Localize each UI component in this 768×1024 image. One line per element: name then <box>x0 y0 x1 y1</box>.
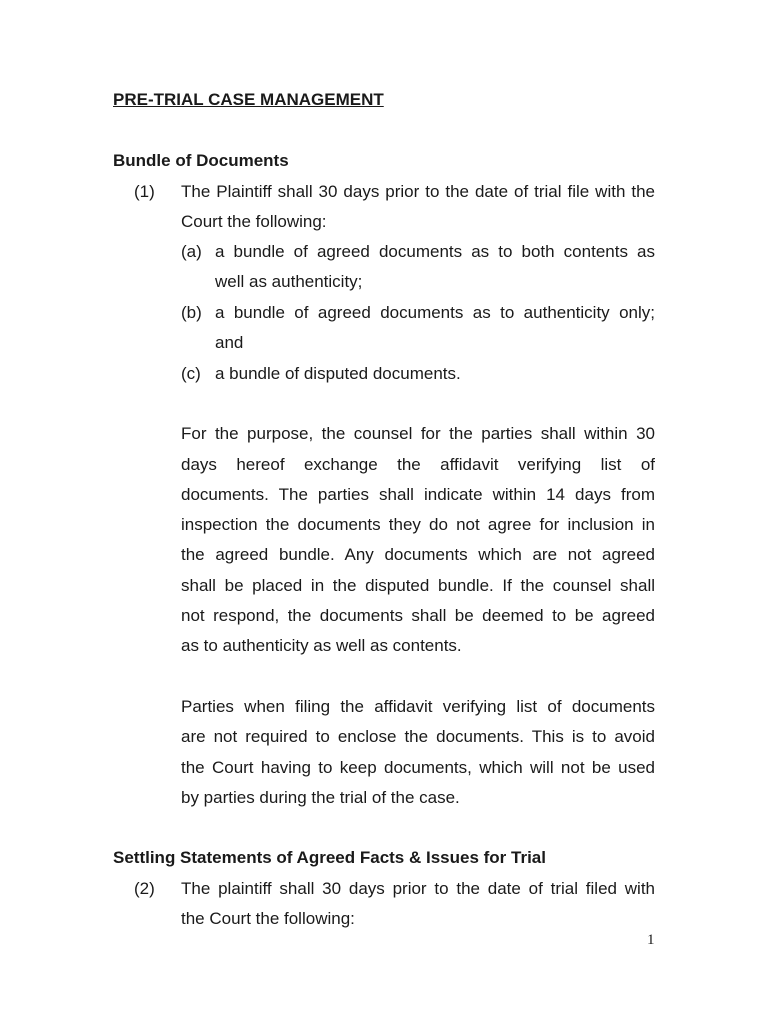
subitem-label-b: (b) <box>181 303 202 322</box>
item-1-line-1: The Plaintiff shall 30 days prior to the date of trial file with the <box>181 182 655 201</box>
paragraph-2-line: are not required to enclose the documents. This is to avoid <box>181 727 655 746</box>
subitem-b-line-1: a bundle of agreed documents as to authenticity only; <box>215 303 655 322</box>
paragraph-1-line: For the purpose, the counsel for the parties shall within 30 <box>181 424 655 443</box>
section-heading-settling-statements: Settling Statements of Agreed Facts & Issues for Trial <box>113 848 546 867</box>
subitem-a-line-2: well as authenticity; <box>215 272 363 291</box>
paragraph-1-line: days hereof exchange the affidavit verifying list of <box>181 455 655 474</box>
subitem-b-line-2: and <box>215 333 244 352</box>
item-number-1: (1) <box>134 182 155 201</box>
document-title: PRE-TRIAL CASE MANAGEMENT <box>113 90 384 109</box>
paragraph-1-line: the agreed bundle. Any documents which are not agreed <box>181 545 655 564</box>
paragraph-2-line: the Court having to keep documents, which will not be used <box>181 758 655 777</box>
page-number: 1 <box>647 932 655 948</box>
paragraph-2-line: Parties when filing the affidavit verifying list of documents <box>181 697 655 716</box>
subitem-c-line-1: a bundle of disputed documents. <box>215 364 461 383</box>
paragraph-1-line: as to authenticity as well as contents. <box>181 636 462 655</box>
paragraph-2-line: by parties during the trial of the case. <box>181 788 460 807</box>
subitem-label-c: (c) <box>181 364 201 383</box>
paragraph-1-line: documents. The parties shall indicate within 14 days from <box>181 485 655 504</box>
paragraph-1-line: shall be placed in the disputed bundle. If the counsel shall <box>181 576 655 595</box>
item-2-line-1: The plaintiff shall 30 days prior to the date of trial filed with <box>181 879 655 898</box>
subitem-label-a: (a) <box>181 242 202 261</box>
subitem-a-line-1: a bundle of agreed documents as to both contents as <box>215 242 655 261</box>
paragraph-1-line: inspection the documents they do not agree for inclusion in <box>181 515 655 534</box>
item-number-2: (2) <box>134 879 155 898</box>
item-2-line-2: the Court the following: <box>181 909 355 928</box>
paragraph-1-line: not respond, the documents shall be deemed to be agreed <box>181 606 655 625</box>
section-heading-bundle-of-documents: Bundle of Documents <box>113 151 289 170</box>
item-1-line-2: Court the following: <box>181 212 327 231</box>
